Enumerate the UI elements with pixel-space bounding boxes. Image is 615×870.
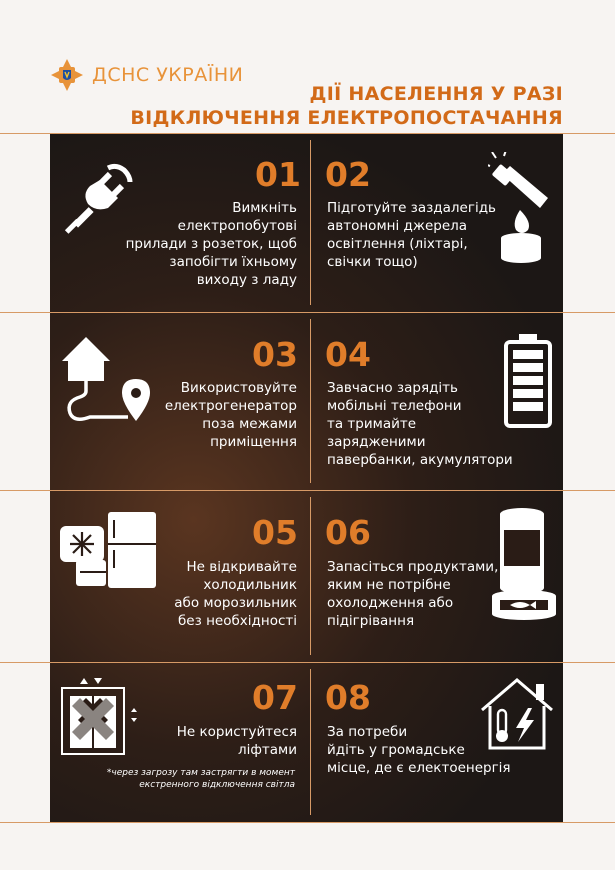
page-title [130, 82, 563, 130]
warm-house-icon [478, 676, 556, 752]
divider [310, 497, 311, 655]
divider [0, 312, 615, 313]
battery-icon [503, 333, 553, 428]
divider [310, 140, 311, 305]
step-text: Вимкніть електропобутові прилади з розеток, щоб запобігти їхньому виходу з ладу [125, 200, 297, 288]
elevator-icon [60, 676, 150, 756]
org-name: ДСНС УКРАЇНИ [92, 64, 244, 86]
divider [310, 669, 311, 815]
title-line-2: ВІДКЛЮЧЕННЯ ЕЛЕКТРОПОСТАЧАННЯ [130, 107, 563, 129]
divider [310, 319, 311, 483]
title-line-1: ДІЇ НАСЕЛЕННЯ У РАЗІ [309, 83, 563, 105]
step-text: За потреби йдіть у громадське місце, де є електоенергія [327, 724, 511, 776]
plug-icon [60, 160, 140, 240]
step-number: 03 [252, 335, 298, 374]
step-number: 07 [252, 678, 298, 717]
footnote: *через загрозу там застрягти в момент екстренного відключення світла [106, 768, 295, 790]
step-text: Підготуйте заздалегідь автономні джерела освітлення (ліхтарі, свічки тощо) [327, 200, 496, 270]
step-text: Запасіться продуктами, яким не потрібне охолодження або підігрівання [327, 559, 499, 629]
canned-food-icon [490, 506, 558, 624]
divider [0, 133, 615, 134]
divider [0, 662, 615, 663]
flashlight-candle-icon [488, 152, 554, 264]
step-number: 05 [252, 513, 298, 552]
divider [0, 490, 615, 491]
step-text: Не відкривайте холодильник або морозильник без необхідності [174, 559, 297, 629]
step-text: Використовуйте електрогенератор поза межами приміщення [164, 380, 297, 450]
step-number: 02 [325, 155, 371, 194]
house-location-icon [60, 333, 160, 428]
step-number: 04 [325, 335, 371, 374]
step-text: Завчасно зарядіть мобільні телефони та тримайте зарядженими павербанки, акумулятори [327, 380, 513, 468]
divider [0, 822, 615, 823]
dsns-emblem-icon [50, 58, 84, 92]
step-number: 06 [325, 513, 371, 552]
step-text: Не користуйтеся ліфтами [176, 724, 297, 758]
fridge-icon [60, 510, 160, 590]
step-number: 01 [255, 155, 301, 194]
step-number: 08 [325, 678, 371, 717]
